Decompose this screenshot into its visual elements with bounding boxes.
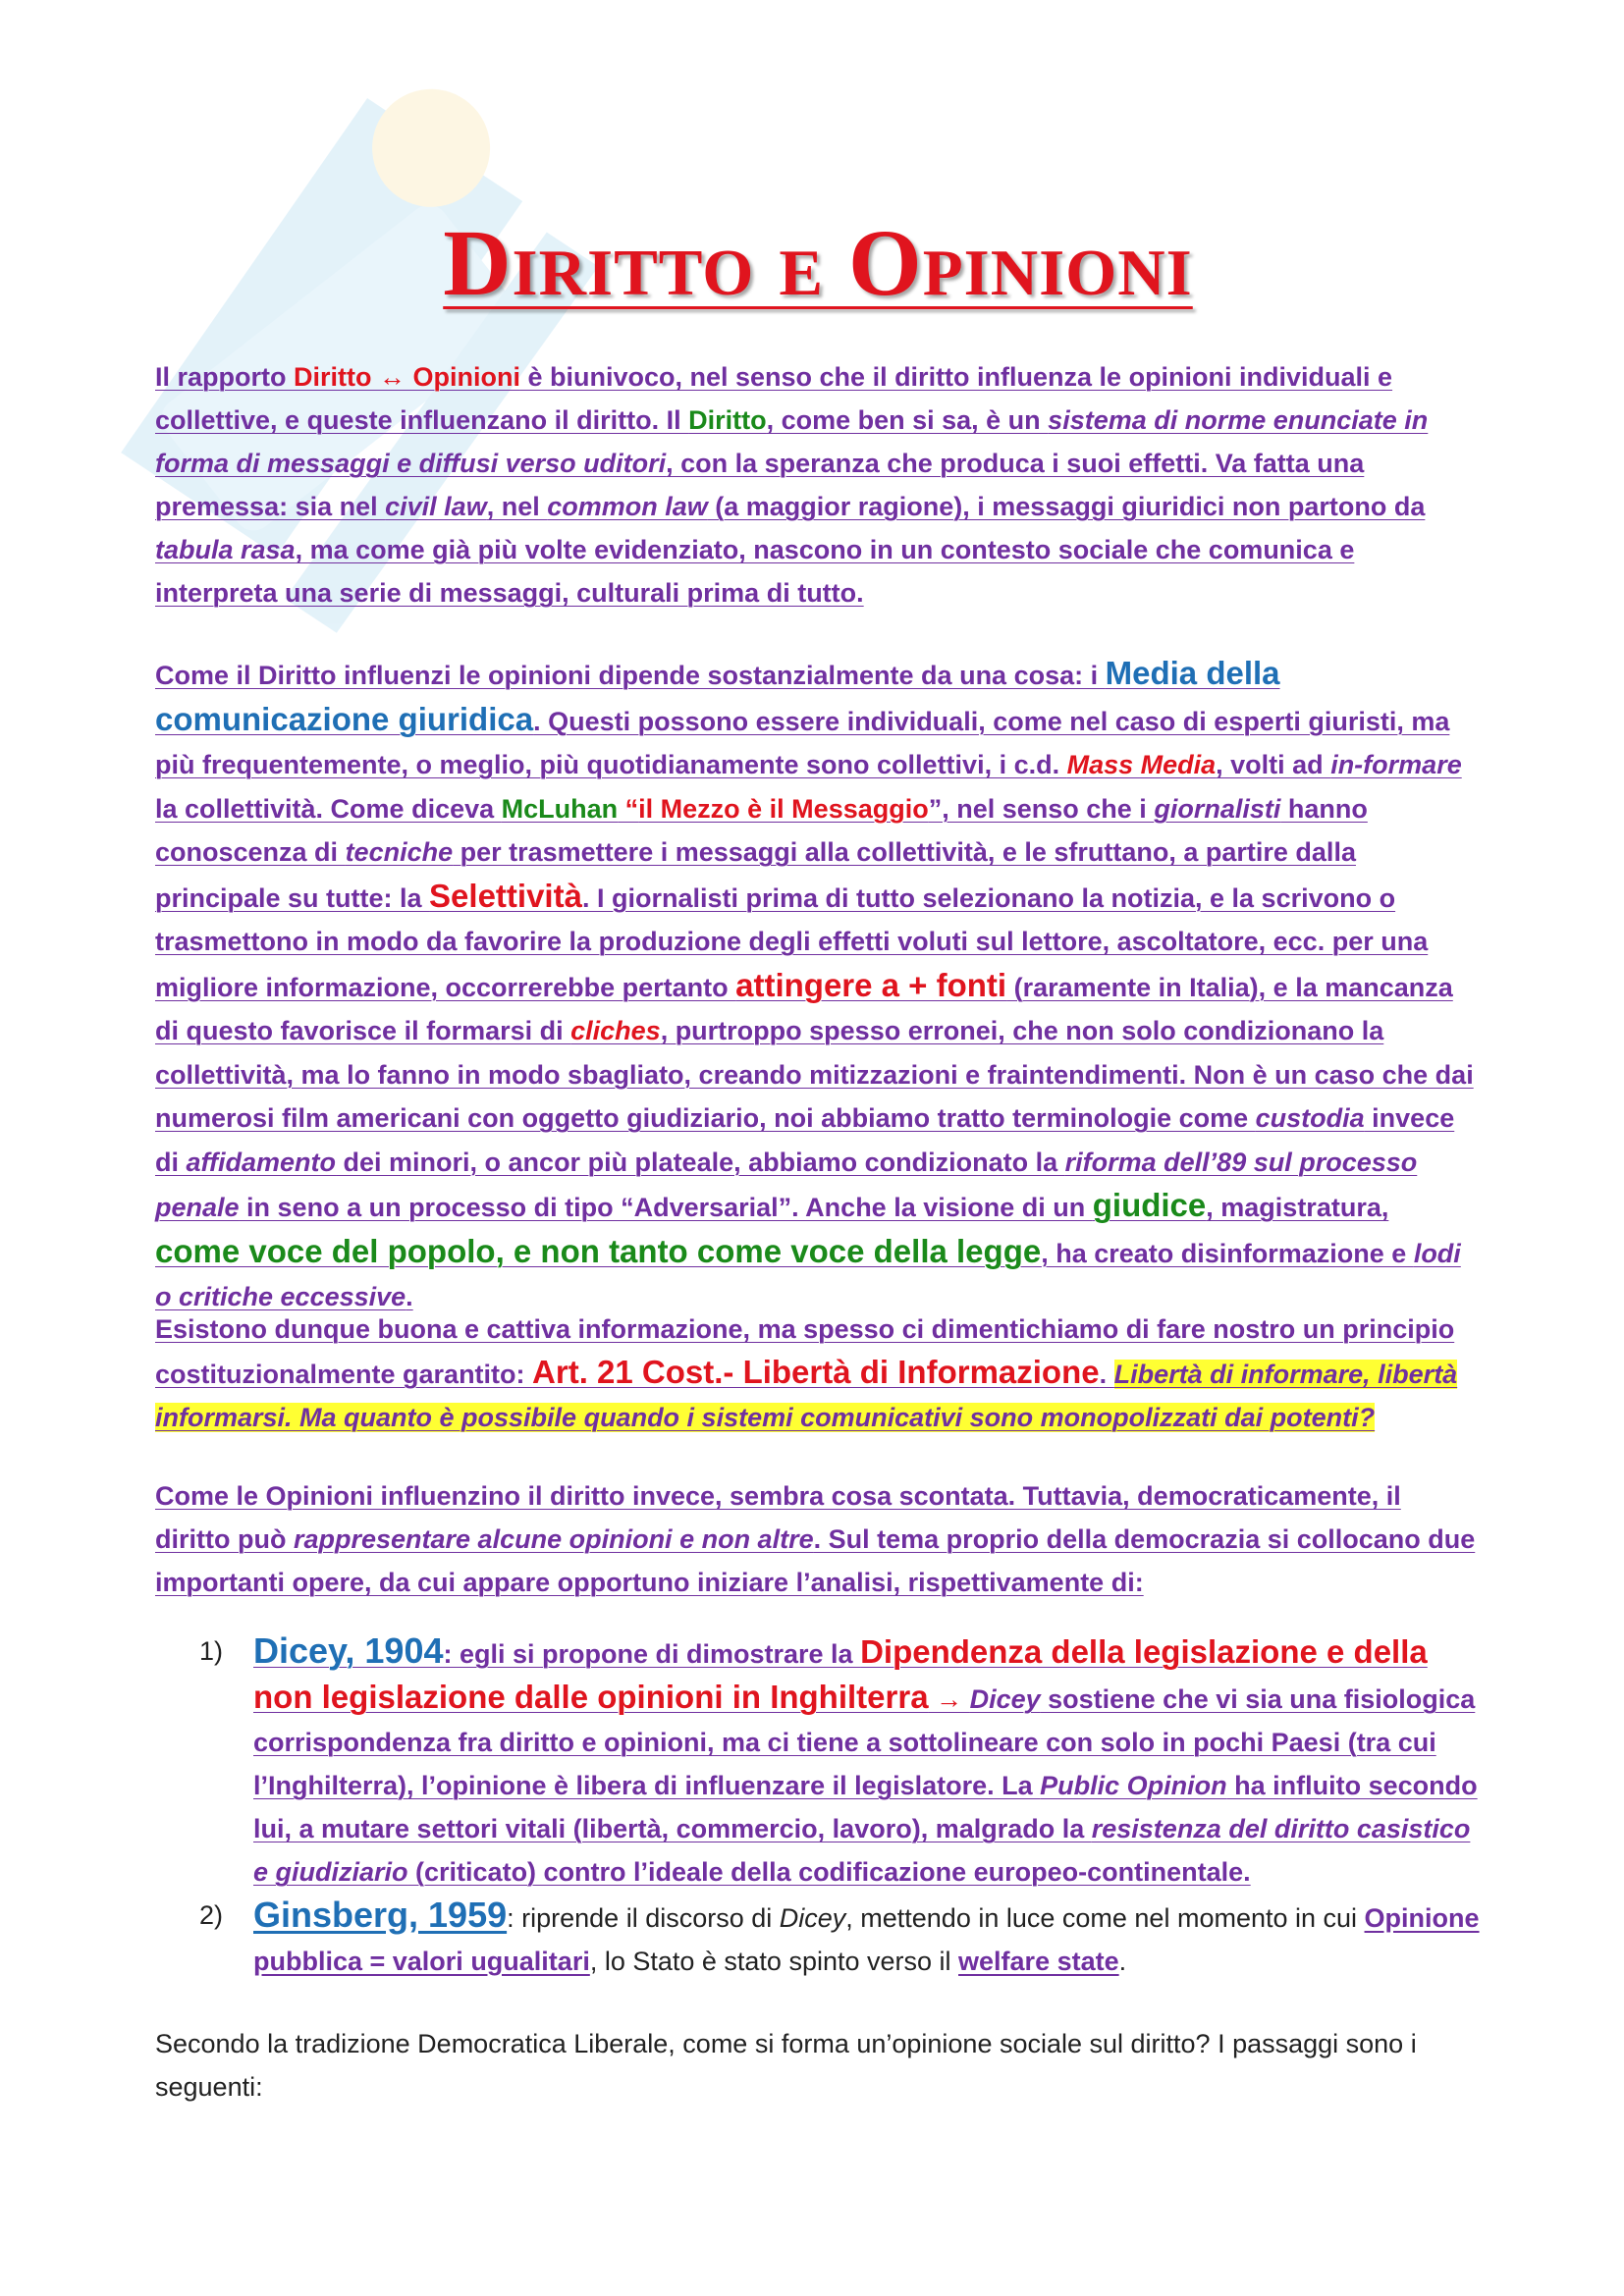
highlight-selettivita: Selettività: [429, 877, 582, 914]
text-span: invece di: [155, 1103, 1455, 1177]
highlight-dipendenza: Dipendenza della legislazione e della non legislazione dalle opinioni in Inghilterra: [253, 1633, 1428, 1715]
text-span: , mettendo in luce come nel momento in cui: [845, 1903, 1365, 1933]
text-span: sostiene che vi sia una fisiologica corrispondenza fra diritto e opinioni, ma ci tiene a sottolineare con solo in pochi Paesi (tra cui l’Inghilterra), l’opinione è libera di influenzare il legislatore. La: [253, 1684, 1476, 1800]
highlight-media: Media della comunicazione giuridica: [155, 655, 1280, 737]
page-title: Diritto e Opinioni: [443, 210, 1193, 315]
text-span: è biunivoco, nel senso che il diritto influenza le opinioni individuali e collettive, e queste influenzano il diritto. Il: [155, 362, 1393, 435]
list-item: [155, 1894, 1481, 1983]
italic-span: riforma dell’89 sul processo penale: [155, 1147, 1418, 1222]
italic-span: custodia: [1255, 1103, 1365, 1133]
informazione-paragraph: [155, 1308, 1481, 1439]
intro-paragraph: [155, 355, 1481, 614]
text-span: . Questi possono essere individuali, come nel caso di esperti giuristi, ma più frequentemente, o meglio, più quotidianamente sono collettivi, i c.d.: [155, 706, 1450, 779]
text-span: . I giornalisti prima di tutto selezionano la notizia, e la scrivono o trasmettono in modo da favorire la produzione degli effetti voluti sul lettore, ascoltatore, ecc. per una migliore informazione, occorrerebbe pertanto: [155, 882, 1429, 1002]
highlight-art-21: Art. 21 Cost.- Libertà di Informazione: [532, 1354, 1100, 1390]
italic-span: tabula rasa: [155, 535, 296, 564]
text-span: dei minori, o ancor più plateale, abbiamo condizionato la: [336, 1147, 1065, 1177]
italic-span: lodi o critiche eccessive: [155, 1238, 1461, 1311]
text-span: , nel: [486, 492, 548, 521]
text-span: Il rapporto: [155, 362, 294, 392]
italic-span: common law: [547, 492, 708, 521]
italic-span: resistenza del diritto casistico e giudiziario: [253, 1814, 1471, 1887]
italic-span: rappresentare alcune opinioni e non altre: [293, 1524, 814, 1554]
italic-span: sistema di norme enunciate in forma di messaggi e diffusi verso uditori: [155, 405, 1429, 478]
highlight-dicey: Dicey, 1904: [253, 1630, 444, 1671]
highlight-giudice: giudice: [1092, 1187, 1207, 1223]
highlight-voce-popolo: come voce del popolo, e non tanto come voce della legge: [155, 1232, 1042, 1269]
text-span: , purtroppo spesso erronei, che non solo condizionano la collettività, ma lo fanno in modo sbagliato, creando mitizzazioni e fraintendimenti. Non è un caso che dai numerosi film americani con oggetto giudiziario, noi abbiamo tratto terminologie come: [155, 1016, 1474, 1133]
text-span: (raramente in Italia), e la mancanza di questo favorisce il formarsi di: [155, 972, 1453, 1045]
media-paragraph: [155, 652, 1481, 1319]
opinioni-paragraph: [155, 1474, 1481, 1604]
highlight-mcluhan: McLuhan: [501, 793, 619, 824]
text-span: Come le Opinioni influenzino il diritto invece, sembra cosa scontata. Tuttavia, democraticamente, il diritto può: [155, 1481, 1401, 1554]
text-span: la collettività. Come diceva: [155, 793, 502, 824]
italic-span: Dicey: [969, 1684, 1041, 1714]
text-span: .: [406, 1282, 413, 1311]
text-span: , lo Stato è stato spinto verso il: [589, 1947, 959, 1976]
highlight-mass-media: Mass Media: [1066, 750, 1217, 779]
list-item: [155, 1629, 1481, 1894]
highlight-mezzo-messaggio: il Mezzo è il Messaggio: [638, 793, 929, 824]
list-number: 1): [199, 1636, 224, 1666]
text-span: . Sul tema proprio della democrazia si collocano due importanti opere, da cui appare opportuno iniziare l’analisi, rispettivamente di:: [155, 1524, 1476, 1597]
text-span: , con la speranza che produca i suoi effetti. Va fatta una premessa: sia nel: [155, 449, 1365, 521]
text-span: (a maggior ragione), i messaggi giuridici non partono da: [707, 492, 1426, 521]
italic-span: giornalisti: [1154, 793, 1281, 824]
text-span: in seno a un processo di tipo “Adversarial”. Anche la visione di un: [239, 1193, 1093, 1222]
italic-span: Dicey: [779, 1903, 846, 1933]
highlight-ginsberg: Ginsberg, 1959: [253, 1895, 508, 1935]
highlight-opinione-pubblica: Opinione pubblica = valori ugualitari: [253, 1903, 1480, 1976]
text-span: hanno conoscenza di: [155, 793, 1368, 867]
italic-span: Public Opinion: [1040, 1771, 1227, 1800]
text-span: ha influito secondo lui, a mutare settori vitali (libertà, commercio, lavoro), malgrado la: [253, 1771, 1478, 1843]
text-span: “: [618, 793, 639, 824]
text-span: (criticato) contro l’ideale della codificazione europeo-continentale.: [407, 1857, 1251, 1887]
italic-span: affidamento: [186, 1147, 337, 1177]
italic-span: tecniche: [345, 837, 454, 867]
italic-span: in-formare: [1330, 750, 1462, 779]
highlight-diritto-opinioni: Diritto ↔ Opinioni: [294, 362, 520, 392]
text-span: .: [1099, 1360, 1114, 1389]
references-list: [155, 1629, 1481, 1983]
text-span: , ma come già più volte evidenziato, nascono in un contesto sociale che comunica e interpreta una serie di messaggi, culturali prima di tutto.: [155, 535, 1355, 608]
italic-span: civil law: [385, 492, 487, 521]
arrow-icon: →: [928, 1684, 970, 1714]
list-number: 2): [199, 1900, 224, 1930]
text-span: .: [1118, 1947, 1127, 1976]
text-span: per trasmettere i messaggi alla collettività, e le sfruttano, a partire dalla principale su tutte: la: [155, 837, 1356, 913]
text-span: ”, nel senso che i: [928, 793, 1155, 824]
text-span: , volti ad: [1216, 750, 1331, 779]
text-span: : riprende il discorso di: [507, 1903, 780, 1933]
yellow-highlight-quote: Libertà di informare, libertà informarsi. Ma quanto è possibile quando i sistemi comunicativi sono monopolizzati dai potenti?: [155, 1360, 1458, 1432]
text-span: , ha creato disinformazione e: [1041, 1238, 1414, 1268]
text-span: , come ben si sa, è un: [766, 405, 1049, 435]
text-span: : egli si propone di dimostrare la: [443, 1639, 861, 1669]
text-span: , magistratura,: [1206, 1193, 1389, 1222]
text-span: Come il Diritto influenzi le opinioni dipende sostanzialmente da una cosa: i: [155, 661, 1106, 690]
highlight-fonti: attingere a + fonti: [735, 966, 1007, 1003]
closing-paragraph: Secondo la tradizione Democratica Liberale, come si forma un’opinione sociale sul diritto? I passaggi sono i seguenti:: [155, 2029, 1417, 2102]
highlight-welfare-state: welfare state: [958, 1947, 1119, 1976]
highlight-cliches: cliches: [570, 1016, 661, 1045]
text-span: Esistono dunque buona e cattiva informazione, ma spesso ci dimentichiamo di fare nostro un principio costituzionalmente garantito:: [155, 1314, 1455, 1389]
highlight-diritto: Diritto: [688, 405, 767, 435]
